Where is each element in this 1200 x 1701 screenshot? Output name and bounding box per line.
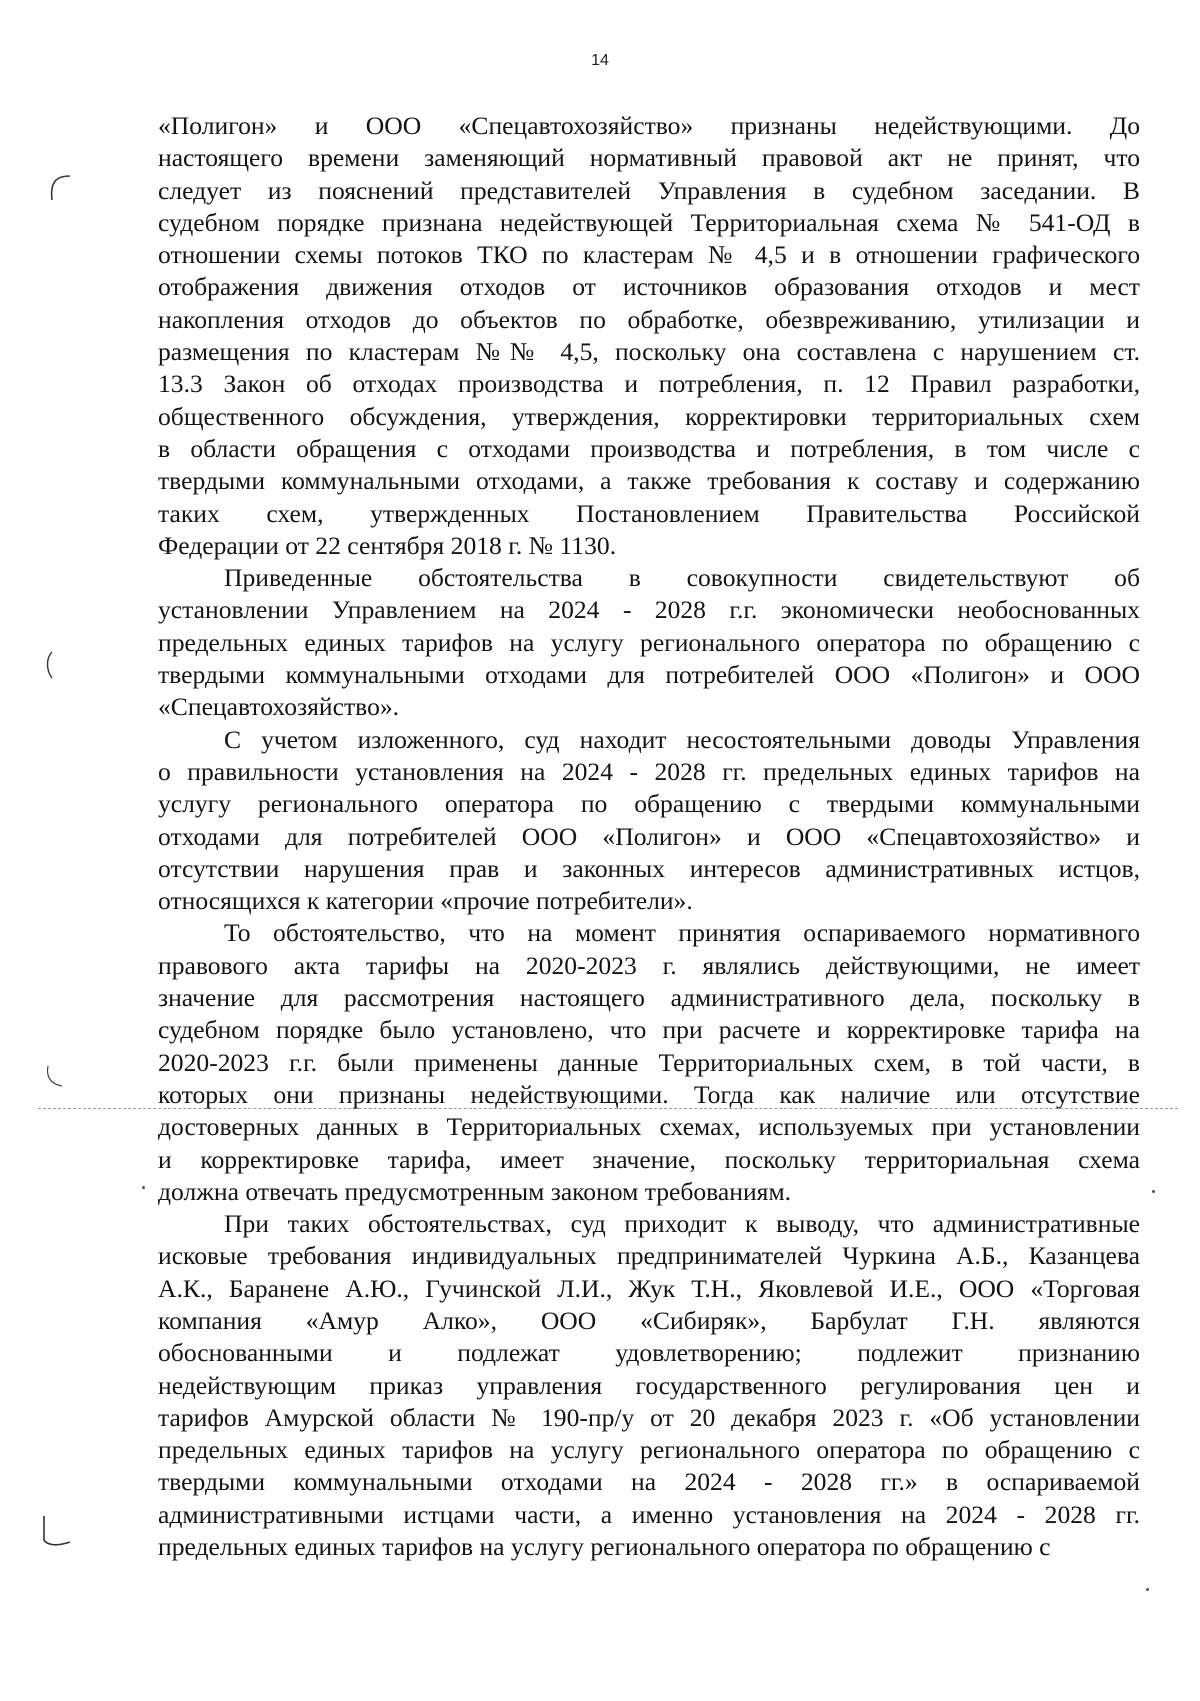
text-line: твердыми коммунальными отходами для потребителей ООО «Полигон» и ООО [158,660,1140,690]
text-line: относящихся к категории «прочие потребители». [158,886,693,916]
text-line: 13.3 Закон об отходах производства и потребления, п. 12 Правил разработки, [158,369,1140,399]
text-line: компания «Амур Алко», ООО «Сибиряк», Барбулат Г.Н. являются [158,1305,1140,1335]
paragraph [158,724,1140,918]
text-line: твердыми коммунальными отходами, а также требования к составу и содержанию [158,466,1140,496]
text-line: 2020-2023 г.г. были применены данные Территориальных схем, в той части, в [158,1047,1140,1077]
text-line: А.К., Баранене А.Ю., Гучинской Л.И., Жук Т.Н., Яковлевой И.Е., ООО «Торговая [158,1273,1140,1303]
scan-speck [1146,1588,1149,1591]
text-line: и корректировке тарифа, имеет значение, поскольку территориальная схема [158,1144,1140,1174]
text-line: тарифов Амурской области № 190-пр/у от 20 декабря 2023 г. «Об установлении [158,1402,1140,1432]
text-line: отношении схемы потоков ТКО по кластерам № 4,5 и в отношении графического [158,240,1140,270]
text-line: значение для рассмотрения настоящего административного дела, поскольку в [158,983,1140,1013]
scan-bracket-mark-lower [40,1062,70,1092]
text-line: накопления отходов до объектов по обработке, обезвреживанию, утилизации и [158,304,1140,334]
text-line: обоснованными и подлежат удовлетворению; подлежит признанию [158,1338,1140,1368]
text-line: достоверных данных в Территориальных схемах, используемых при установлении [158,1112,1140,1142]
text-line: То обстоятельство, что на момент принятия оспариваемого нормативного [224,918,1140,948]
text-line: твердыми коммунальными отходами на 2024 - 2028 гг.» в оспариваемой [158,1467,1140,1497]
text-line: предельных единых тарифов на услугу регионального оператора по обращению с [158,1435,1140,1465]
text-line: «Полигон» и ООО «Спецавтохозяйство» признаны недействующими. До [158,111,1140,140]
text-line: правового акта тарифы на 2020-2023 г. являлись действующими, не имеет [158,950,1140,980]
text-line: предельных единых тарифов на услугу регионального оператора по обращению с [158,1532,1051,1562]
paragraph [158,562,1140,723]
text-line: в области обращения с отходами производства и потребления, в том числе с [158,433,1140,463]
text-line: административными истцами части, а именно установления на 2024 - 2028 гг. [158,1499,1140,1529]
text-line: установлении Управлением на 2024 - 2028 г.г. экономически необоснованных [158,595,1140,625]
text-line: размещения по кластерам №№ 4,5, поскольку она составлена с нарушением ст. [158,337,1140,367]
text-line: общественного обсуждения, утверждения, корректировки территориальных схем [158,401,1140,431]
text-line: которых они признаны недействующими. Тогда как наличие или отсутствие [158,1079,1140,1109]
text-line: При таких обстоятельствах, суд приходит к выводу, что административные [224,1209,1140,1239]
scan-speck [142,1186,145,1189]
scan-bracket-mark-bottom [36,1512,76,1552]
text-line: должна отвечать предусмотренным законом требованиям. [158,1176,792,1206]
text-line: услугу регионального оператора по обращению с твердыми коммунальными [158,789,1140,819]
paragraph [158,917,1140,1208]
text-line: исковые требования индивидуальных предпринимателей Чуркина А.Б., Казанцева [158,1241,1140,1271]
text-line: отходами для потребителей ООО «Полигон» и ООО «Спецавтохозяйство» и [158,821,1140,851]
text-line: Федерации от 22 сентября 2018 г. № 1130. [158,530,617,560]
text-line: С учетом изложенного, суд находит несостоятельными доводы Управления [224,724,1140,754]
text-line: «Спецавтохозяйство». [158,692,400,722]
scan-bracket-mark-middle [40,648,60,684]
scan-speck [1152,1190,1155,1193]
document-body [158,110,1140,1563]
text-line: судебном порядке было установлено, что при расчете и корректировке тарифа на [158,1015,1140,1045]
text-line: судебном порядке признана недействующей Территориальная схема № 541-ОД в [158,207,1140,237]
scan-bracket-mark-top [40,172,80,212]
text-line: настоящего времени заменяющий нормативный правовой акт не принят, что [158,143,1140,173]
page-number: 14 [591,52,609,69]
text-line: о правильности установления на 2024 - 2028 гг. предельных единых тарифов на [158,756,1140,786]
paragraph [158,110,1140,562]
text-line: отсутствии нарушения прав и законных интересов административных истцов, [158,853,1140,883]
text-line: предельных единых тарифов на услугу регионального оператора по обращению с [158,627,1140,657]
text-line: отображения движения отходов от источников образования отходов и мест [158,272,1140,302]
text-line: таких схем, утвержденных Постановлением Правительства Российской [158,498,1140,528]
text-line: следует из пояснений представителей Управления в судебном заседании. В [158,175,1140,205]
text-line: Приведенные обстоятельства в совокупности свидетельствуют об [224,563,1140,593]
paragraph [158,1208,1140,1563]
text-line: недействующим приказ управления государственного регулирования цен и [158,1370,1140,1400]
